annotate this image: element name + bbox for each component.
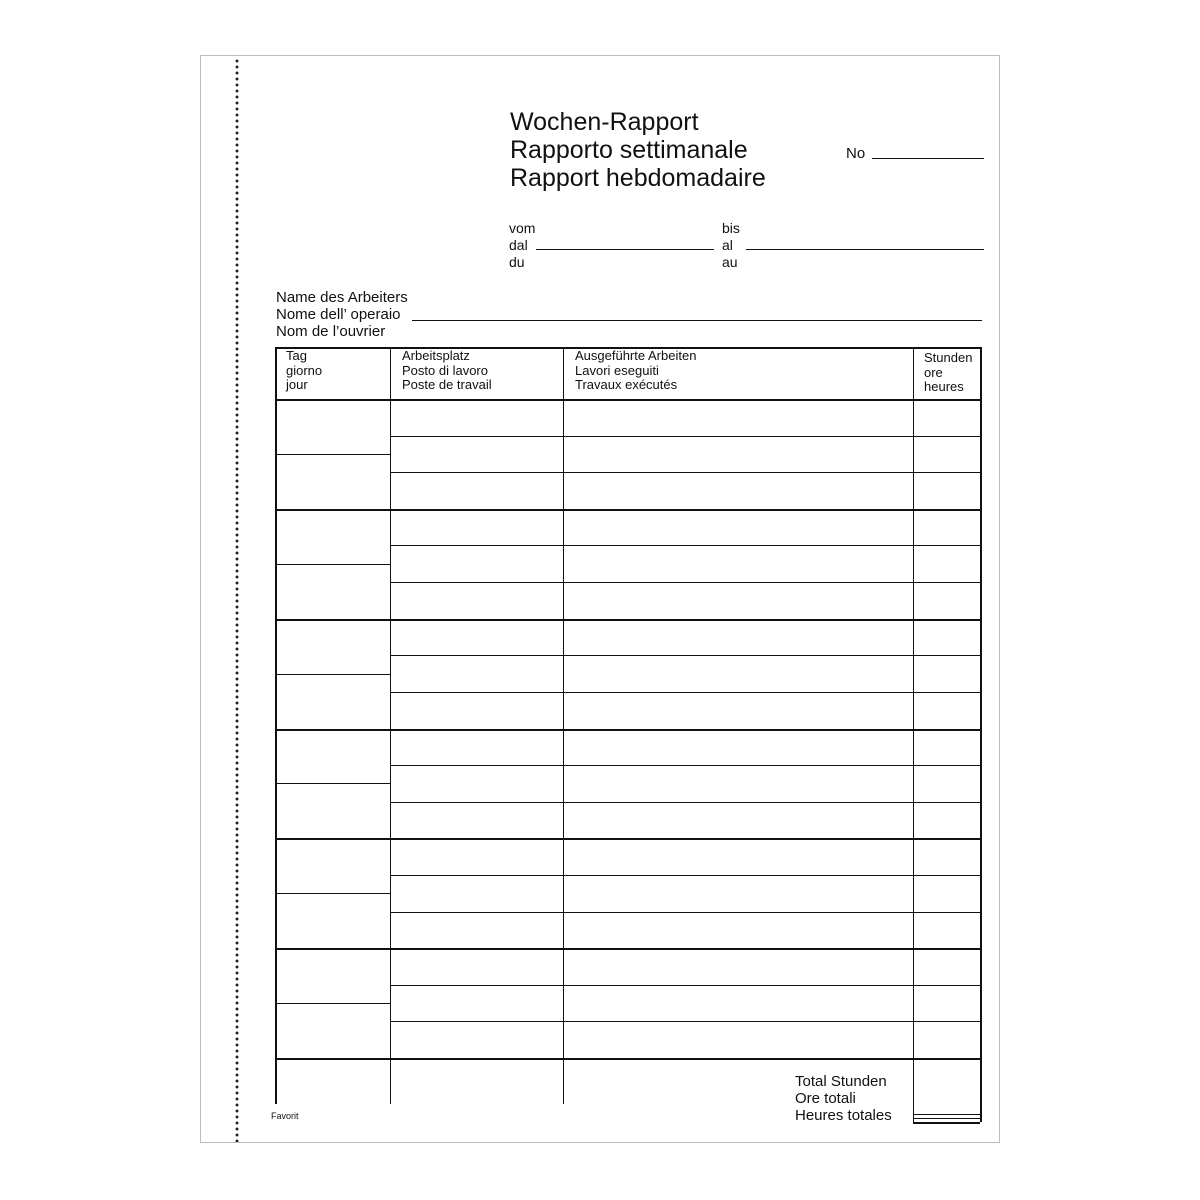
total-box-line xyxy=(913,1114,980,1115)
row-separator xyxy=(390,765,980,766)
row-separator xyxy=(390,692,980,693)
total-box-bottom xyxy=(913,1122,980,1124)
col-day-fr: jour xyxy=(286,377,308,392)
period-to-it: al xyxy=(722,237,733,253)
table-right-border xyxy=(980,347,982,1122)
col-day-border xyxy=(390,347,391,1104)
col-hours-it: ore xyxy=(924,364,943,380)
day-cell-divider xyxy=(275,1003,390,1004)
row-separator xyxy=(390,655,980,656)
col-work-done-fr: Travaux exécutés xyxy=(575,377,678,392)
row-separator xyxy=(390,436,980,437)
col-work-done-de: Ausgeführte Arbeiten xyxy=(575,348,697,363)
total-hours-de: Total Stunden xyxy=(795,1073,887,1090)
total-hours-fr: Heures totales xyxy=(795,1107,892,1124)
row-separator xyxy=(390,472,980,473)
row-separator xyxy=(390,802,980,803)
report-sheet xyxy=(200,55,1000,1143)
day-cell-divider xyxy=(275,564,390,565)
row-separator xyxy=(390,545,980,546)
col-day-de: Tag xyxy=(286,348,307,363)
row-separator xyxy=(390,875,980,876)
period-to-de: bis xyxy=(722,220,740,236)
day-cell-divider xyxy=(275,893,390,894)
number-label: No xyxy=(846,145,866,162)
total-box-line xyxy=(913,1118,980,1119)
row-separator xyxy=(390,1021,980,1022)
day-block-separator xyxy=(275,729,980,731)
worker-name-fr: Nom de l’ouvrier xyxy=(276,323,386,340)
worker-name-field[interactable] xyxy=(412,320,982,321)
col-day-it: giorno xyxy=(286,362,323,378)
period-to-field[interactable] xyxy=(746,249,984,250)
total-hours-it: Ore totali xyxy=(795,1090,856,1107)
row-separator xyxy=(390,985,980,986)
day-block-separator xyxy=(275,509,980,511)
day-block-separator xyxy=(275,619,980,621)
period-from-fr: du xyxy=(509,254,525,270)
day-block-separator xyxy=(275,838,980,840)
col-work-done-it: Lavori eseguiti xyxy=(575,362,659,378)
title-italian: Rapporto settimanale xyxy=(510,136,748,164)
day-cell-divider xyxy=(275,454,390,455)
day-block-separator xyxy=(275,1058,980,1060)
period-from-it: dal xyxy=(509,237,528,253)
row-separator xyxy=(390,582,980,583)
col-workplace-de: Arbeitsplatz xyxy=(402,348,470,363)
worker-name-it: Nome dell’ operaio xyxy=(276,306,401,323)
title-german: Wochen-Rapport xyxy=(510,108,699,136)
table-header-bottom xyxy=(275,399,980,401)
footer-brand: Favorit xyxy=(271,1111,299,1121)
row-separator xyxy=(390,912,980,913)
period-from-de: vom xyxy=(509,220,536,236)
day-block-separator xyxy=(275,948,980,950)
col-workplace-it: Posto di lavoro xyxy=(402,362,488,378)
col-workplace-fr: Poste de travail xyxy=(402,377,492,392)
worker-name-de: Name des Arbeiters xyxy=(276,289,408,306)
col-hours-fr: heures xyxy=(924,379,964,394)
table-top-border xyxy=(275,347,980,349)
col-hours-de: Stunden xyxy=(924,350,973,365)
table-left-border xyxy=(275,347,277,1104)
col-work-done-border xyxy=(913,347,914,1122)
perforation-edge xyxy=(235,58,239,1142)
period-to-fr: au xyxy=(722,254,738,270)
day-cell-divider xyxy=(275,783,390,784)
period-from-field[interactable] xyxy=(536,249,714,250)
number-field[interactable] xyxy=(872,158,984,159)
col-workplace-border xyxy=(563,347,564,1104)
day-cell-divider xyxy=(275,674,390,675)
title-french: Rapport hebdomadaire xyxy=(510,164,766,192)
